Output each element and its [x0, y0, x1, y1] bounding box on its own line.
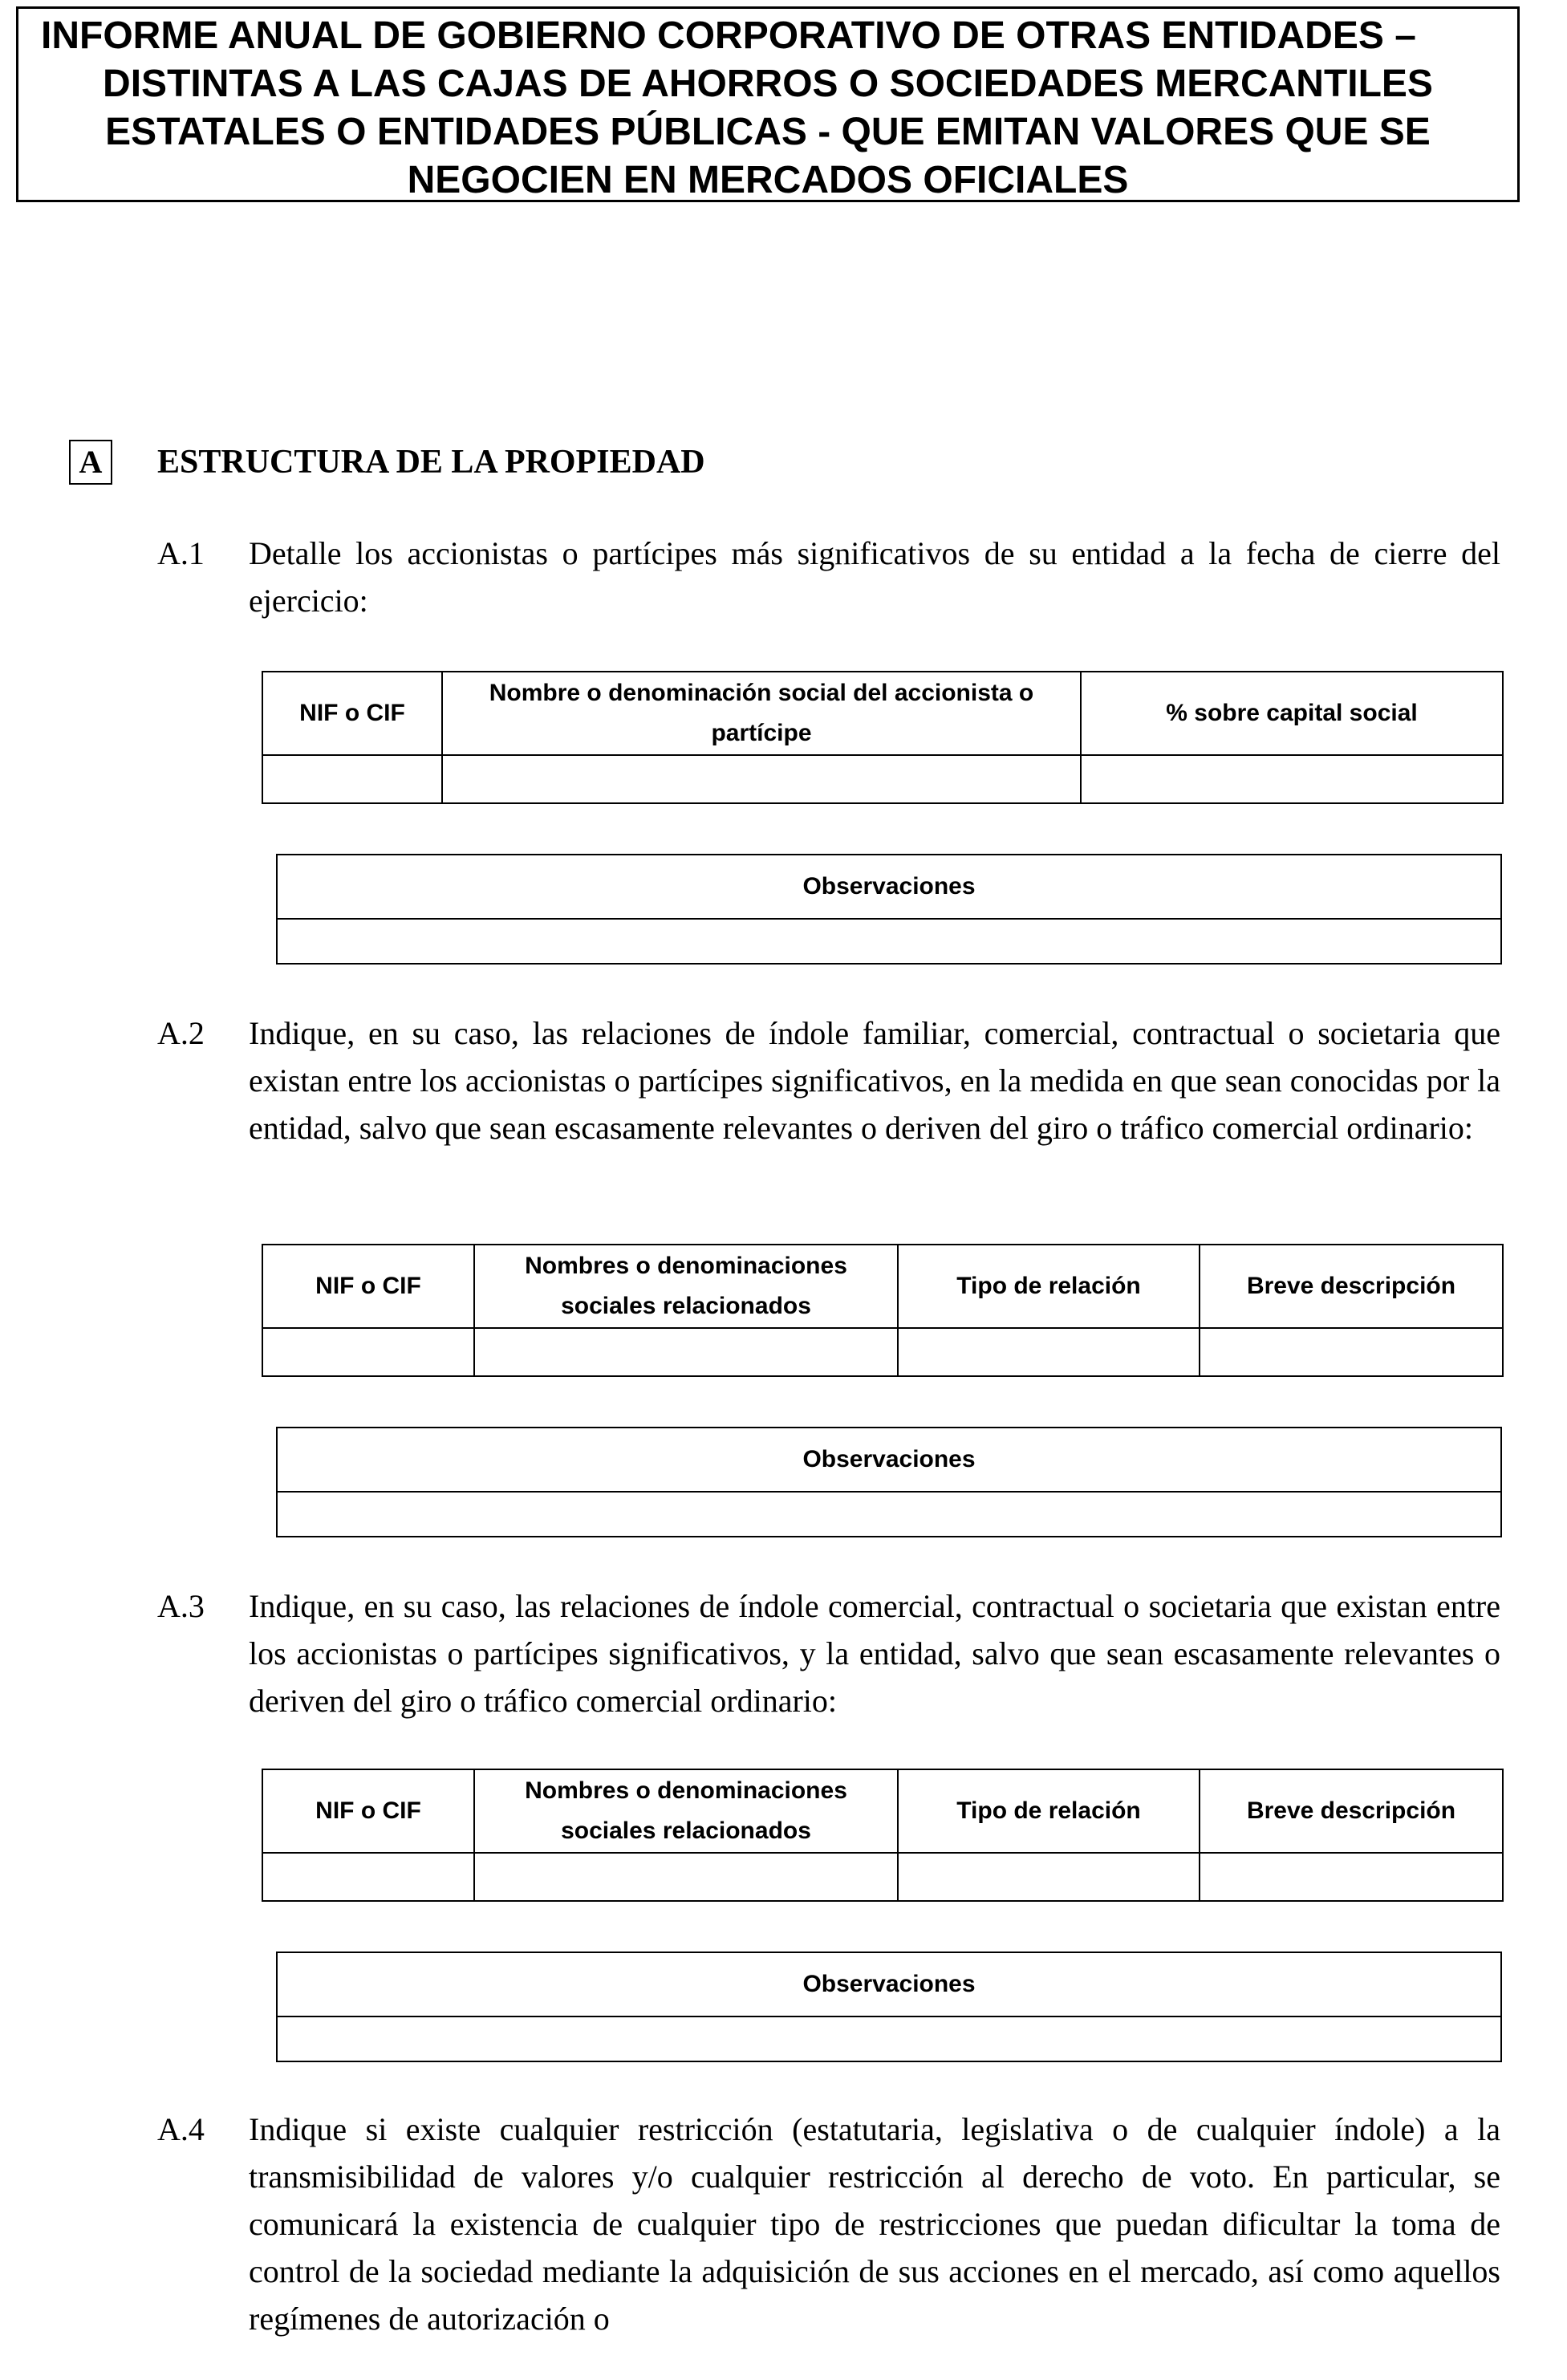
question-text-a3: Indique, en su caso, las relaciones de índole comercial, contractual o societaria que existan entre los accionistas o partícipes significativos, y la entidad, salvo que sean escasamente relevantes o deriven del giro o tráfico comercial ordinario:	[249, 1588, 1500, 1719]
table-cell[interactable]	[262, 755, 442, 803]
observations-cell[interactable]	[277, 2017, 1501, 2061]
column-header-description: Breve descripción	[1200, 1769, 1503, 1853]
relations-table-a3	[262, 1769, 1504, 1902]
question-text-a2: Indique, en su caso, las relaciones de índole familiar, comercial, contractual o societaria que existan entre los accionistas o partícipes significativos, en la medida en que sean conocidas por la entidad, salvo que sean escasamente relevantes o deriven del giro o tráfico comercial ordinario:	[249, 1015, 1500, 1146]
column-header-capital: % sobre capital social	[1081, 672, 1503, 755]
section-title: ESTRUCTURA DE LA PROPIEDAD	[157, 444, 705, 481]
column-header-nif: NIF o CIF	[262, 672, 442, 755]
question-number-a1: A.1	[157, 535, 205, 571]
column-header-relation-type: Tipo de relación	[898, 1245, 1200, 1328]
title-line-4: NEGOCIEN EN MERCADOS OFICIALES	[407, 159, 1129, 201]
section-letter: A	[69, 440, 112, 485]
observations-cell[interactable]	[277, 1492, 1501, 1537]
column-header-description: Breve descripción	[1200, 1245, 1503, 1328]
table-cell[interactable]	[1081, 755, 1503, 803]
table-cell[interactable]	[898, 1853, 1200, 1901]
title-line-1: INFORME ANUAL DE GOBIERNO CORPORATIVO DE OTRAS ENTIDADES –	[41, 14, 1416, 57]
table-cell[interactable]	[262, 1328, 474, 1376]
column-header-name: Nombre o denominación social del accionista o partícipe	[442, 672, 1081, 755]
table-cell[interactable]	[262, 1853, 474, 1901]
column-header-names: Nombres o denominaciones sociales relacionados	[474, 1769, 898, 1853]
document-title	[16, 6, 1520, 202]
observations-table-a1	[276, 854, 1502, 965]
observations-cell[interactable]	[277, 919, 1501, 964]
table-cell[interactable]	[474, 1853, 898, 1901]
table-cell[interactable]	[474, 1328, 898, 1376]
title-line-2: DISTINTAS A LAS CAJAS DE AHORROS O SOCIEDADES MERCANTILES	[103, 63, 1433, 105]
question-number-a3: A.3	[157, 1588, 205, 1624]
observations-header: Observaciones	[277, 855, 1501, 919]
question-number-a2: A.2	[157, 1015, 205, 1051]
column-header-names: Nombres o denominaciones sociales relacionados	[474, 1245, 898, 1328]
question-text-a1: Detalle los accionistas o partícipes más significativos de su entidad a la fecha de cierre del ejercicio:	[249, 535, 1500, 619]
table-cell[interactable]	[1200, 1853, 1503, 1901]
table-cell[interactable]	[1200, 1328, 1503, 1376]
observations-header: Observaciones	[277, 1952, 1501, 2017]
observations-header: Observaciones	[277, 1428, 1501, 1492]
column-header-nif: NIF o CIF	[262, 1245, 474, 1328]
title-line-3: ESTATALES O ENTIDADES PÚBLICAS - QUE EMITAN VALORES QUE SE	[105, 111, 1431, 153]
relations-table-a2	[262, 1244, 1504, 1377]
column-header-relation-type: Tipo de relación	[898, 1769, 1200, 1853]
column-header-nif: NIF o CIF	[262, 1769, 474, 1853]
question-number-a4: A.4	[157, 2111, 205, 2147]
observations-table-a3	[276, 1952, 1502, 2062]
observations-table-a2	[276, 1427, 1502, 1537]
table-cell[interactable]	[442, 755, 1081, 803]
question-text-a4: Indique si existe cualquier restricción (estatutaria, legislativa o de cualquier índole) a la transmisibilidad de valores y/o cualquier restricción al derecho de voto. En particular, se comunicará la existencia de cualquier tipo de restricciones que puedan dificultar la toma de control de la sociedad mediante la adquisición de sus acciones en el mercado, así como aquellos regímenes de autorización o	[249, 2111, 1500, 2337]
table-cell[interactable]	[898, 1328, 1200, 1376]
shareholders-table	[262, 671, 1504, 804]
